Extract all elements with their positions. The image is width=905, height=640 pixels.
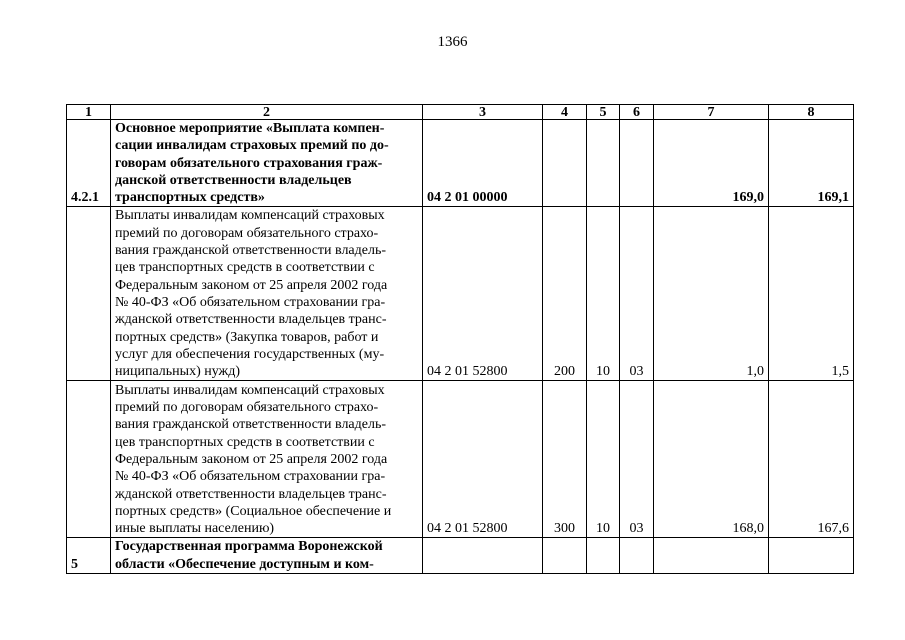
row-name-line: говорам обязательного страхования граж-: [115, 155, 383, 171]
row-pr: 03: [620, 207, 654, 381]
header-col-6: 6: [620, 105, 654, 120]
header-col-2: 2: [111, 105, 423, 120]
row-value-8: 1,5: [769, 207, 854, 381]
row-vr: 200: [543, 207, 587, 381]
row-name-line: ниципальных) нужд): [115, 364, 240, 380]
row-pr: 03: [620, 381, 654, 538]
header-col-8: 8: [769, 105, 854, 120]
row-rz: [587, 120, 620, 207]
row-value-7: [654, 538, 769, 574]
row-name-line: Основное мероприятие «Выплата компен-: [115, 121, 385, 136]
row-kbk: 04 2 01 00000: [423, 120, 543, 207]
row-value-7: 168,0: [654, 381, 769, 538]
row-kbk: 04 2 01 52800: [423, 381, 543, 538]
row-vr: [543, 120, 587, 207]
row-name-line: иные выплаты населению): [115, 521, 275, 537]
header-col-1: 1: [67, 105, 111, 120]
row-name-line: цев транспортных средств в соответствии с: [115, 260, 375, 276]
row-value-8: 169,1: [769, 120, 854, 207]
row-name-line: вания гражданской ответственности владель-: [115, 417, 387, 433]
table-row: [67, 120, 854, 207]
row-value-7: 169,0: [654, 120, 769, 207]
row-name-line: премий по договорам обязательного страхо-: [115, 225, 379, 241]
table-row: [67, 207, 854, 381]
row-pr: [620, 120, 654, 207]
row-name-line: № 40-ФЗ «Об обязательном страховании гра-: [115, 294, 386, 310]
row-code: 4.2.1: [67, 120, 111, 207]
header-col-3: 3: [423, 105, 543, 120]
row-vr: 300: [543, 381, 587, 538]
row-rz: 10: [587, 207, 620, 381]
header-col-7: 7: [654, 105, 769, 120]
row-kbk: [423, 538, 543, 574]
budget-table: [66, 104, 854, 574]
table-row: [67, 381, 854, 538]
row-name-line: области «Обеспечение доступным и ком-: [115, 556, 374, 572]
row-name-line: данской ответственности владельцев: [115, 172, 352, 188]
row-name: [111, 538, 423, 574]
row-code: [67, 207, 111, 381]
row-name-line: услуг для обеспечения государственных (му-: [115, 346, 385, 362]
row-vr: [543, 538, 587, 574]
row-name-line: Выплаты инвалидам компенсаций страховых: [115, 382, 385, 398]
row-name-line: № 40-ФЗ «Об обязательном страховании гра-: [115, 469, 386, 485]
row-name: [111, 381, 423, 538]
row-name-line: портных средств» (Социальное обеспечение и: [115, 503, 392, 519]
row-name: [111, 207, 423, 381]
row-name-line: Выплаты инвалидам компенсаций страховых: [115, 208, 385, 224]
row-name-line: Государственная программа Воронежской: [115, 539, 383, 555]
row-name-line: Федеральным законом от 25 апреля 2002 года: [115, 451, 388, 467]
row-kbk: 04 2 01 52800: [423, 207, 543, 381]
row-name-line: премий по договорам обязательного страхо-: [115, 400, 379, 416]
row-name-line: портных средств» (Закупка товаров, работ и: [115, 329, 379, 345]
row-name-line: жданской ответственности владельцев транс-: [115, 486, 387, 502]
row-value-7: 1,0: [654, 207, 769, 381]
row-name-line: Федеральным законом от 25 апреля 2002 года: [115, 277, 388, 293]
row-rz: 10: [587, 381, 620, 538]
row-pr: [620, 538, 654, 574]
header-col-5: 5: [587, 105, 620, 120]
row-name: [111, 120, 423, 207]
row-name-line: цев транспортных средств в соответствии с: [115, 434, 375, 450]
table-row: [67, 538, 854, 574]
row-value-8: 167,6: [769, 381, 854, 538]
header-col-4: 4: [543, 105, 587, 120]
row-name-line: транспортных средств»: [115, 190, 265, 206]
row-name-line: сации инвалидам страховых премий по до-: [115, 138, 389, 154]
table-header-row: [67, 105, 854, 120]
row-rz: [587, 538, 620, 574]
row-name-line: жданской ответственности владельцев транс-: [115, 312, 387, 328]
page-number: 1366: [437, 34, 468, 50]
row-value-8: [769, 538, 854, 574]
row-code: 5: [67, 538, 111, 574]
row-code: [67, 381, 111, 538]
row-name-line: вания гражданской ответственности владель-: [115, 243, 387, 259]
